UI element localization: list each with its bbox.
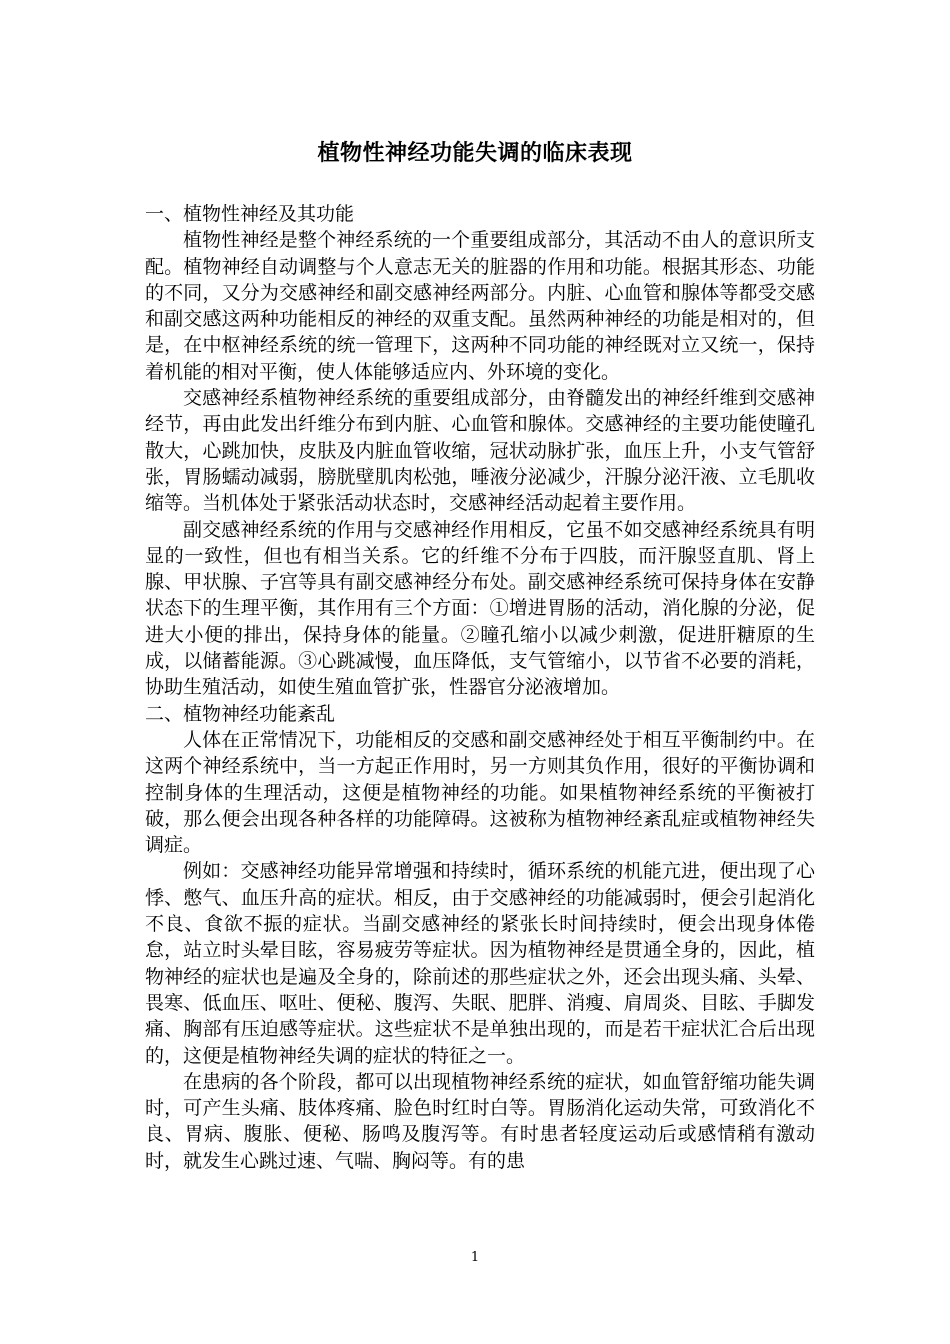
page-title: 植物性神经功能失调的临床表现: [317, 140, 633, 166]
section-heading-2: 二、植物神经功能紊乱: [145, 702, 336, 725]
paragraph: 植物性神经是整个神经系统的一个重要组成部分，其活动不由人的意识所支配。植物神经自动调整与个人意志无关的脏器的作用和功能。根据其形态、功能的不同，又分为交感神经和副交感神经两部分。内脏、心血管和腺体等都受交感和副交感这两种功能相反的神经的双重支配。虽然两种神经的功能是相对的，但是，在中枢神经系统的统一管理下，这两种不同功能的神经既对立又统一，保持着机能的相对平衡，使人体能够适应内、外环境的变化。: [145, 229, 815, 383]
paragraph: 副交感神经系统的作用与交感神经作用相反，它虽不如交感神经系统具有明显的一致性，但也有相当关系。它的纤维不分布于四肢，而汗腺竖直肌、肾上腺、甲状腺、子宫等具有副交感神经分布处。副交感神经系统可保持身体在安静状态下的生理平衡，其作用有三个方面：①增进胃肠的活动，消化腺的分泌，促进大小便的排出，保持身体的能量。②瞳孔缩小以减少刺激，促进肝糖原的生成，以储蓄能源。③心跳减慢，血压降低，支气管缩小，以节省不必要的消耗，协助生殖活动，如使生殖血管扩张，性器官分泌液增加。: [145, 518, 815, 699]
paragraph: 人体在正常情况下，功能相反的交感和副交感神经处于相互平衡制约中。在这两个神经系统中，当一方起正作用时，另一方则其负作用，很好的平衡协调和控制身体的生理活动，这便是植物神经的功能。如果植物神经系统的平衡被打破，那么便会出现各种各样的功能障碍。这被称为植物神经紊乱症或植物神经失调症。: [145, 728, 815, 857]
paragraph: 例如：交感神经功能异常增强和持续时，循环系统的机能亢进，便出现了心悸、憋气、血压升高的症状。相反，由于交感神经的功能减弱时，便会引起消化不良、食欲不振的症状。当副交感神经的紧张长时间持续时，便会出现身体倦怠，站立时头晕目眩，容易疲劳等症状。因为植物神经是贯通全身的，因此，植物神经的症状也是遍及全身的，除前述的那些症状之外，还会出现头痛、头晕、畏寒、低血压、呕吐、便秘、腹泻、失眠、肥胖、消瘦、肩周炎、目眩、手脚发痛、胸部有压迫感等症状。这些症状不是单独出现的，而是若干症状汇合后出现的，这便是植物神经失调的症状的特征之一。: [145, 860, 815, 1067]
paragraph: 在患病的各个阶段，都可以出现植物神经系统的症状，如血管舒缩功能失调时，可产生头痛、肢体疼痛、脸色时红时白等。胃肠消化运动失常，可致消化不良、胃病、腹胀、便秘、肠鸣及腹泻等。有时患者轻度运动后或感情稍有激动时，就发生心跳过速、气喘、胸闷等。有的患: [145, 1070, 815, 1172]
paragraph: 交感神经系植物神经系统的重要组成部分，由脊髓发出的神经纤维到交感神经节，再由此发出纤维分布到内脏、心血管和腺体。交感神经的主要功能使瞳孔散大，心跳加快，皮肤及内脏血管收缩，冠状动脉扩张，血压上升，小支气管舒张，胃肠蠕动减弱，膀胱壁肌肉松弛，唾液分泌减少，汗腺分泌汗液、立毛肌收缩等。当机体处于紧张活动状态时，交感神经活动起着主要作用。: [145, 387, 815, 515]
document-body: [145, 201, 815, 1174]
section-heading-1: 一、植物性神经及其功能: [145, 203, 355, 225]
page-number: 1: [470, 1250, 480, 1265]
